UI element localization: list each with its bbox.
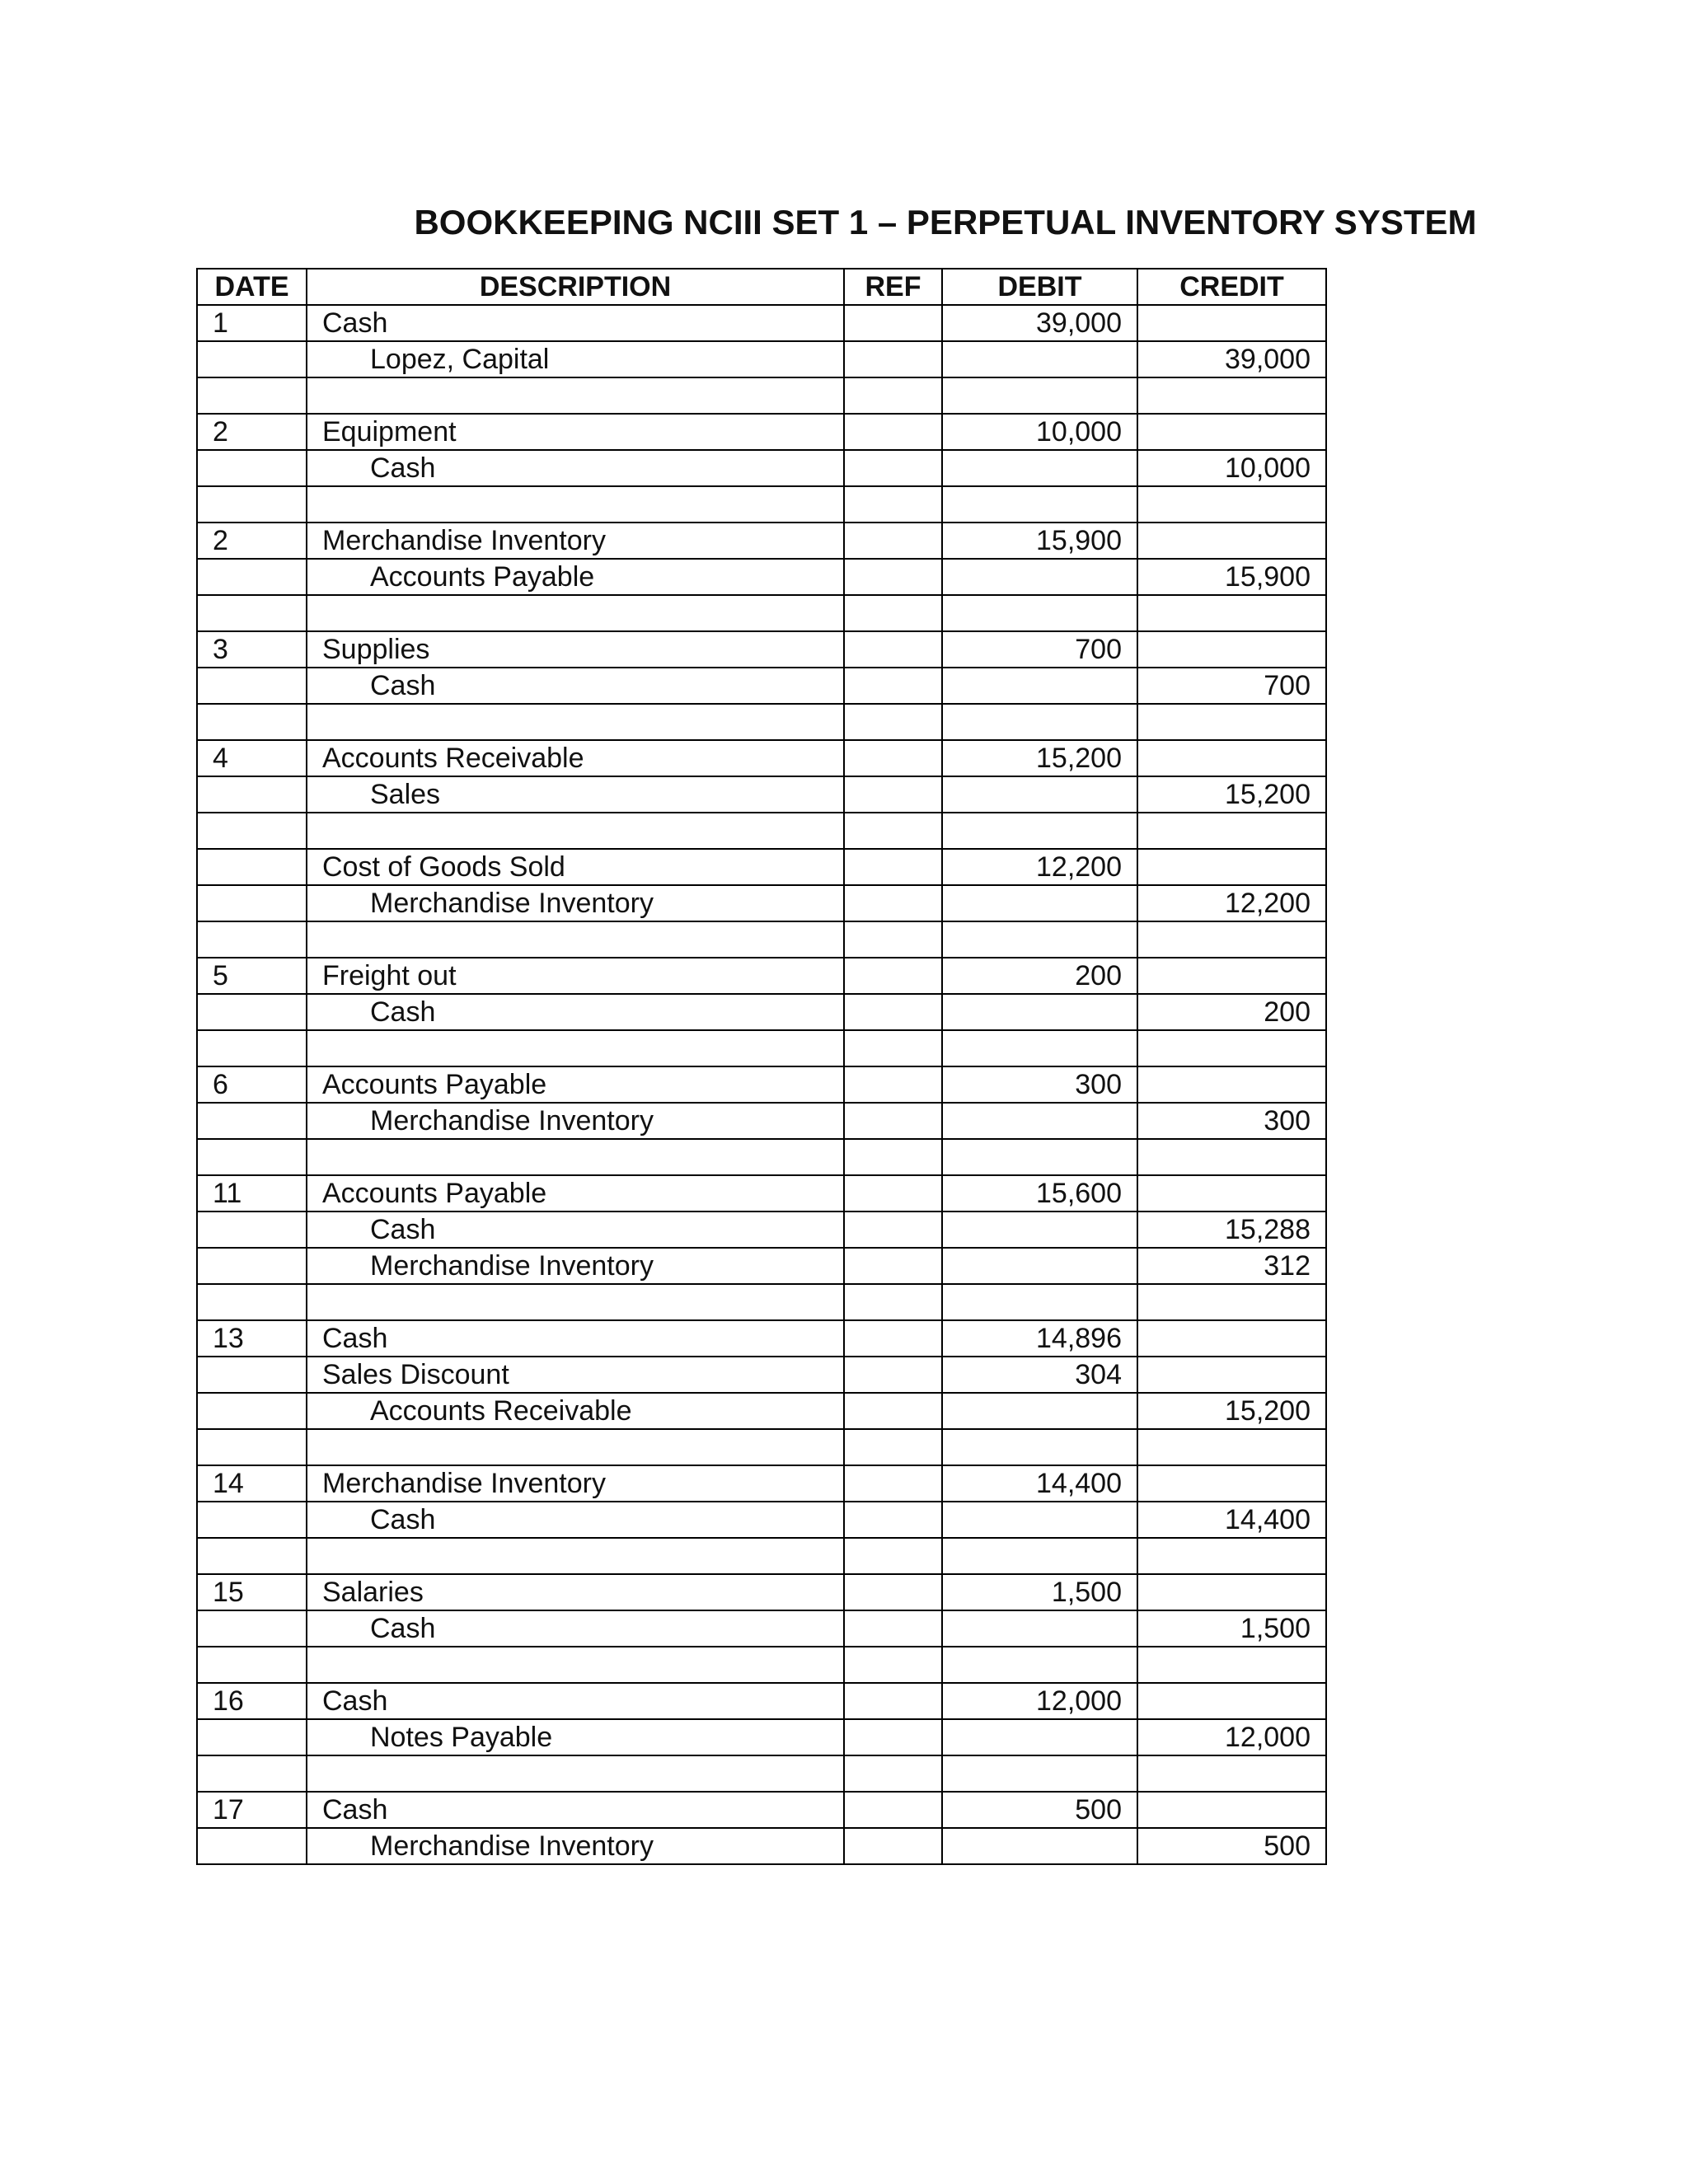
credit-cell: 10,000 (1137, 450, 1326, 486)
table-row (197, 1284, 1326, 1320)
debit-cell: 12,000 (942, 1683, 1137, 1719)
table-row (197, 1465, 1326, 1502)
date-cell (197, 1212, 307, 1248)
description-cell (307, 813, 844, 849)
credit-cell: 15,288 (1137, 1212, 1326, 1248)
account-label: Salaries (322, 1577, 424, 1608)
debit-cell (942, 994, 1137, 1030)
table-row (197, 1393, 1326, 1429)
ref-cell (844, 450, 942, 486)
credit-account-label: Cash (370, 1504, 436, 1535)
table-row (197, 450, 1326, 486)
table-row (197, 1502, 1326, 1538)
credit-cell (1137, 1175, 1326, 1212)
credit-cell (1137, 921, 1326, 958)
table-row (197, 1647, 1326, 1683)
credit-cell: 15,200 (1137, 1393, 1326, 1429)
date-cell (197, 1393, 307, 1429)
credit-cell: 15,200 (1137, 776, 1326, 813)
credit-cell (1137, 414, 1326, 450)
ref-cell (844, 377, 942, 414)
ref-header: REF (844, 269, 942, 305)
credit-cell: 15,900 (1137, 559, 1326, 595)
debit-cell: 200 (942, 958, 1137, 994)
date-cell: 13 (197, 1320, 307, 1357)
date-cell: 15 (197, 1574, 307, 1610)
credit-cell (1137, 958, 1326, 994)
debit-cell (942, 668, 1137, 704)
credit-cell (1137, 849, 1326, 885)
credit-cell (1137, 1429, 1326, 1465)
credit-cell (1137, 1755, 1326, 1792)
debit-cell (942, 921, 1137, 958)
description-cell (307, 1647, 844, 1683)
debit-cell (942, 1647, 1137, 1683)
description-cell (307, 341, 844, 377)
credit-cell: 14,400 (1137, 1502, 1326, 1538)
credit-cell (1137, 1792, 1326, 1828)
credit-cell (1137, 631, 1326, 668)
credit-account-label: Merchandise Inventory (370, 888, 654, 919)
ref-cell (844, 1719, 942, 1755)
header-row (197, 269, 1326, 305)
description-cell (307, 1320, 844, 1357)
debit-header: DEBIT (942, 269, 1137, 305)
ref-cell (844, 1066, 942, 1103)
debit-cell (942, 1248, 1137, 1284)
ref-cell (844, 523, 942, 559)
debit-cell (942, 486, 1137, 523)
description-cell (307, 1212, 844, 1248)
description-header: DESCRIPTION (307, 269, 844, 305)
ref-cell (844, 486, 942, 523)
credit-account-label: Accounts Payable (370, 561, 595, 593)
debit-cell (942, 1103, 1137, 1139)
date-cell (197, 994, 307, 1030)
credit-cell: 1,500 (1137, 1610, 1326, 1647)
credit-cell: 300 (1137, 1103, 1326, 1139)
date-cell (197, 813, 307, 849)
date-cell: 6 (197, 1066, 307, 1103)
account-label: Accounts Payable (322, 1178, 547, 1209)
date-cell (197, 1647, 307, 1683)
date-cell (197, 1828, 307, 1864)
table-row (197, 414, 1326, 450)
account-label: Merchandise Inventory (322, 525, 606, 556)
table-row (197, 1175, 1326, 1212)
credit-account-label: Cash (370, 452, 436, 484)
date-cell (197, 1357, 307, 1393)
date-cell (197, 450, 307, 486)
date-cell: 16 (197, 1683, 307, 1719)
credit-cell (1137, 1030, 1326, 1066)
date-cell: 17 (197, 1792, 307, 1828)
credit-account-label: Cash (370, 996, 436, 1028)
date-cell: 3 (197, 631, 307, 668)
description-cell (307, 776, 844, 813)
credit-cell: 500 (1137, 1828, 1326, 1864)
table-row (197, 305, 1326, 341)
debit-cell (942, 813, 1137, 849)
description-cell (307, 994, 844, 1030)
date-cell: 2 (197, 414, 307, 450)
table-row (197, 921, 1326, 958)
ref-cell (844, 1248, 942, 1284)
table-row (197, 1792, 1326, 1828)
debit-cell (942, 1139, 1137, 1175)
date-cell (197, 1284, 307, 1320)
account-label: Cash (322, 1685, 388, 1717)
table-row (197, 849, 1326, 885)
credit-cell (1137, 1574, 1326, 1610)
credit-cell (1137, 1139, 1326, 1175)
table-row (197, 668, 1326, 704)
credit-cell (1137, 1465, 1326, 1502)
date-cell (197, 885, 307, 921)
ref-cell (844, 595, 942, 631)
ref-cell (844, 305, 942, 341)
description-cell (307, 885, 844, 921)
debit-cell: 300 (942, 1066, 1137, 1103)
description-cell (307, 1465, 844, 1502)
table-row (197, 1030, 1326, 1066)
date-cell: 1 (197, 305, 307, 341)
date-cell (197, 1248, 307, 1284)
credit-cell (1137, 1538, 1326, 1574)
description-cell (307, 1828, 844, 1864)
account-label: Equipment (322, 416, 457, 448)
ref-cell (844, 776, 942, 813)
description-cell (307, 1502, 844, 1538)
credit-cell (1137, 1357, 1326, 1393)
debit-cell (942, 1755, 1137, 1792)
table-row (197, 994, 1326, 1030)
description-cell (307, 1175, 844, 1212)
description-cell (307, 1248, 844, 1284)
description-cell (307, 595, 844, 631)
debit-cell (942, 1030, 1137, 1066)
ref-cell (844, 341, 942, 377)
date-cell: 4 (197, 740, 307, 776)
ref-cell (844, 740, 942, 776)
ref-cell (844, 704, 942, 740)
table-row (197, 1212, 1326, 1248)
debit-cell (942, 1719, 1137, 1755)
table-row (197, 1683, 1326, 1719)
account-label: Cash (322, 1794, 388, 1825)
credit-cell (1137, 377, 1326, 414)
date-cell: 11 (197, 1175, 307, 1212)
debit-cell (942, 1212, 1137, 1248)
account-label: Cost of Goods Sold (322, 851, 565, 883)
ref-cell (844, 849, 942, 885)
date-cell (197, 849, 307, 885)
debit-cell (942, 1610, 1137, 1647)
date-cell (197, 1030, 307, 1066)
debit-cell (942, 885, 1137, 921)
ref-cell (844, 1502, 942, 1538)
description-cell (307, 704, 844, 740)
description-cell (307, 958, 844, 994)
account-label: Cash (322, 307, 388, 339)
ref-cell (844, 813, 942, 849)
date-cell (197, 1719, 307, 1755)
credit-account-label: Merchandise Inventory (370, 1830, 654, 1862)
credit-cell (1137, 740, 1326, 776)
description-cell (307, 450, 844, 486)
credit-cell (1137, 1683, 1326, 1719)
ref-cell (844, 1139, 942, 1175)
ref-cell (844, 1357, 942, 1393)
debit-cell (942, 776, 1137, 813)
ref-cell (844, 1792, 942, 1828)
description-cell (307, 1357, 844, 1393)
description-cell (307, 1574, 844, 1610)
ref-cell (844, 1755, 942, 1792)
date-cell (197, 921, 307, 958)
debit-cell: 10,000 (942, 414, 1137, 450)
debit-cell: 15,200 (942, 740, 1137, 776)
table-row (197, 486, 1326, 523)
debit-cell (942, 377, 1137, 414)
date-cell (197, 1755, 307, 1792)
description-cell (307, 1030, 844, 1066)
credit-account-label: Cash (370, 1214, 436, 1245)
description-cell (307, 668, 844, 704)
account-label: Cash (322, 1323, 388, 1354)
table-row (197, 631, 1326, 668)
ref-cell (844, 1429, 942, 1465)
description-cell (307, 1103, 844, 1139)
debit-cell (942, 595, 1137, 631)
table-row (197, 1139, 1326, 1175)
date-cell (197, 1538, 307, 1574)
account-label: Accounts Payable (322, 1069, 547, 1100)
debit-cell (942, 1538, 1137, 1574)
credit-account-label: Cash (370, 670, 436, 701)
description-cell (307, 1393, 844, 1429)
description-cell (307, 1538, 844, 1574)
journal-body (197, 305, 1326, 1864)
journal-table (196, 268, 1327, 1865)
table-row (197, 1429, 1326, 1465)
date-cell (197, 595, 307, 631)
description-cell (307, 1683, 844, 1719)
credit-cell: 12,200 (1137, 885, 1326, 921)
debit-cell: 1,500 (942, 1574, 1137, 1610)
table-row (197, 1574, 1326, 1610)
debit-cell: 14,896 (942, 1320, 1137, 1357)
credit-cell (1137, 595, 1326, 631)
ref-cell (844, 1647, 942, 1683)
ref-cell (844, 668, 942, 704)
table-row (197, 341, 1326, 377)
credit-cell (1137, 1284, 1326, 1320)
ref-cell (844, 414, 942, 450)
account-label: Accounts Receivable (322, 743, 584, 774)
credit-account-label: Notes Payable (370, 1722, 553, 1753)
description-cell (307, 1284, 844, 1320)
description-cell (307, 1792, 844, 1828)
ref-cell (844, 1030, 942, 1066)
table-row (197, 1828, 1326, 1864)
table-row (197, 885, 1326, 921)
date-cell (197, 559, 307, 595)
table-row (197, 523, 1326, 559)
ref-cell (844, 1284, 942, 1320)
debit-cell: 500 (942, 1792, 1137, 1828)
date-cell (197, 1610, 307, 1647)
ref-cell (844, 1465, 942, 1502)
account-label: Sales Discount (322, 1359, 509, 1390)
table-row (197, 1103, 1326, 1139)
credit-account-label: Merchandise Inventory (370, 1250, 654, 1282)
date-cell: 14 (197, 1465, 307, 1502)
credit-cell: 12,000 (1137, 1719, 1326, 1755)
account-label: Freight out (322, 960, 457, 991)
ref-cell (844, 885, 942, 921)
table-row (197, 1538, 1326, 1574)
debit-cell: 700 (942, 631, 1137, 668)
debit-cell: 39,000 (942, 305, 1137, 341)
description-cell (307, 631, 844, 668)
debit-cell (942, 1284, 1137, 1320)
date-cell (197, 486, 307, 523)
table-row (197, 1719, 1326, 1755)
ref-cell (844, 1538, 942, 1574)
table-row (197, 1066, 1326, 1103)
debit-cell: 15,900 (942, 523, 1137, 559)
credit-account-label: Accounts Receivable (370, 1395, 632, 1427)
date-cell (197, 341, 307, 377)
table-row (197, 559, 1326, 595)
credit-cell: 312 (1137, 1248, 1326, 1284)
ref-cell (844, 1828, 942, 1864)
description-cell (307, 1610, 844, 1647)
table-row (197, 704, 1326, 740)
table-row (197, 776, 1326, 813)
debit-cell: 14,400 (942, 1465, 1137, 1502)
ref-cell (844, 1103, 942, 1139)
account-label: Merchandise Inventory (322, 1468, 606, 1499)
credit-cell (1137, 305, 1326, 341)
ref-cell (844, 921, 942, 958)
credit-account-label: Sales (370, 779, 441, 810)
date-header: DATE (197, 269, 307, 305)
credit-cell (1137, 486, 1326, 523)
credit-cell (1137, 523, 1326, 559)
credit-cell (1137, 1320, 1326, 1357)
description-cell (307, 1429, 844, 1465)
ref-cell (844, 559, 942, 595)
date-cell: 5 (197, 958, 307, 994)
table-row (197, 1320, 1326, 1357)
table-row (197, 1357, 1326, 1393)
description-cell (307, 414, 844, 450)
debit-cell (942, 450, 1137, 486)
debit-cell (942, 559, 1137, 595)
table-row (197, 1755, 1326, 1792)
ref-cell (844, 1610, 942, 1647)
ref-cell (844, 1175, 942, 1212)
table-row (197, 1610, 1326, 1647)
ref-cell (844, 1683, 942, 1719)
credit-account-label: Merchandise Inventory (370, 1105, 654, 1137)
description-cell (307, 1755, 844, 1792)
ref-cell (844, 1320, 942, 1357)
credit-cell: 200 (1137, 994, 1326, 1030)
date-cell (197, 776, 307, 813)
date-cell (197, 668, 307, 704)
ref-cell (844, 958, 942, 994)
debit-cell (942, 341, 1137, 377)
table-row (197, 595, 1326, 631)
credit-account-label: Cash (370, 1613, 436, 1644)
description-cell (307, 1066, 844, 1103)
description-cell (307, 305, 844, 341)
debit-cell (942, 1828, 1137, 1864)
date-cell (197, 1103, 307, 1139)
debit-cell (942, 704, 1137, 740)
ref-cell (844, 994, 942, 1030)
credit-header: CREDIT (1137, 269, 1326, 305)
debit-cell (942, 1429, 1137, 1465)
credit-cell (1137, 813, 1326, 849)
date-cell (197, 377, 307, 414)
description-cell (307, 921, 844, 958)
date-cell (197, 704, 307, 740)
description-cell (307, 523, 844, 559)
description-cell (307, 1719, 844, 1755)
description-cell (307, 740, 844, 776)
credit-cell: 700 (1137, 668, 1326, 704)
date-cell (197, 1429, 307, 1465)
date-cell (197, 1502, 307, 1538)
credit-cell (1137, 1066, 1326, 1103)
credit-cell (1137, 704, 1326, 740)
credit-account-label: Lopez, Capital (370, 344, 550, 375)
debit-cell: 304 (942, 1357, 1137, 1393)
ref-cell (844, 631, 942, 668)
debit-cell (942, 1393, 1137, 1429)
ref-cell (844, 1574, 942, 1610)
debit-cell: 15,600 (942, 1175, 1137, 1212)
description-cell (307, 849, 844, 885)
ref-cell (844, 1393, 942, 1429)
description-cell (307, 486, 844, 523)
table-row (197, 1248, 1326, 1284)
description-cell (307, 1139, 844, 1175)
date-cell: 2 (197, 523, 307, 559)
debit-cell: 12,200 (942, 849, 1137, 885)
page-title: BOOKKEEPING NCIII SET 1 – PERPETUAL INVENTORY SYSTEM (414, 203, 1477, 241)
description-cell (307, 377, 844, 414)
credit-cell (1137, 1647, 1326, 1683)
table-row (197, 958, 1326, 994)
account-label: Supplies (322, 634, 430, 665)
table-row (197, 377, 1326, 414)
table-row (197, 813, 1326, 849)
credit-cell: 39,000 (1137, 341, 1326, 377)
description-cell (307, 559, 844, 595)
table-row (197, 740, 1326, 776)
debit-cell (942, 1502, 1137, 1538)
date-cell (197, 1139, 307, 1175)
ref-cell (844, 1212, 942, 1248)
